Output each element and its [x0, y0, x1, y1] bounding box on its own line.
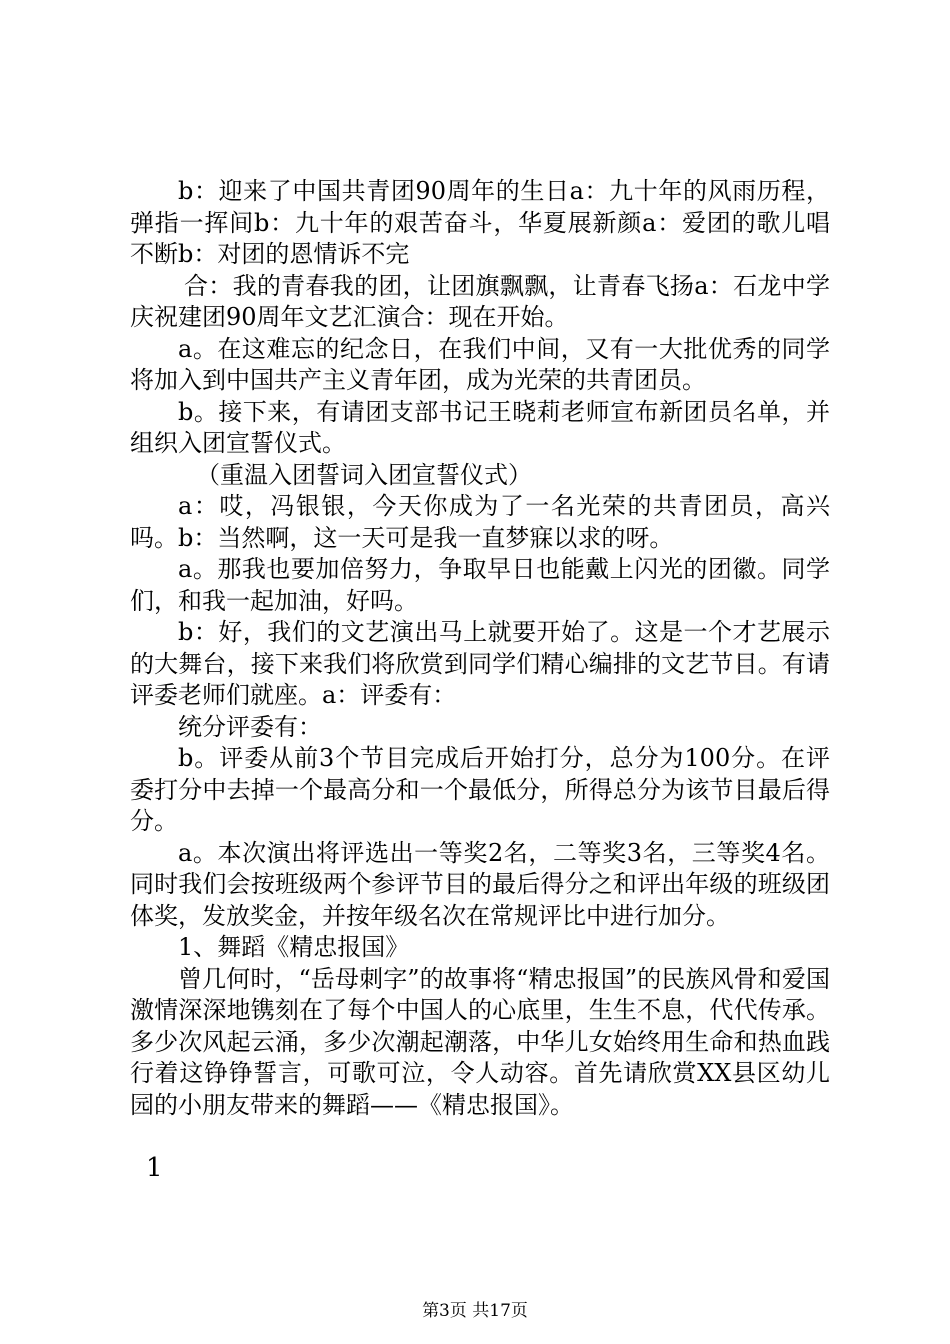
document-body — [130, 176, 830, 1121]
paragraph-dance-intro: 曾几何时，“岳母刺字”的故事将“精忠报国”的民族风骨和爱国激情深深地镌刻在了每个中国人的心底里，生生不息，代代传承。多少次风起云涌，多少次潮起潮落，中华儿女始终用生命和热血践行着这铮铮誓言，可歌可泣，令人动容。首先请欣赏XX县区幼儿园的小朋友带来的舞蹈——《精忠报国》。 — [130, 964, 830, 1119]
paragraph-score-judges: 统分评委有： — [178, 712, 322, 741]
section-heading-dance: 1、舞蹈《精忠报国》 — [178, 933, 410, 961]
paragraph-feng-yinyin: a：哎，冯银银，今天你成为了一名光荣的共青团员，高兴吗。b：当然啊，这一天可是我一直梦寐以求的呀。 — [130, 492, 830, 552]
paragraph-oath-note: （重温入团誓词入团宣誓仪式） — [196, 460, 532, 489]
paragraph-chorus-start: 合：我的青春我的团，让团旗飘飘，让青春飞扬a：石龙中学庆祝建团90周年文艺汇演合：现在开始。 — [130, 271, 830, 331]
paragraph-judges-intro: b：好，我们的文艺演出马上就要开始了。这是一个才艺展示的大舞台，接下来我们将欣赏到同学们精心编排的文艺节目。有请评委老师们就座。a：评委有： — [130, 618, 830, 709]
paragraph-opening-dialogue: b：迎来了中国共青团90周年的生日a：九十年的风雨历程，弹指一挥间b：九十年的艰苦奋斗，华夏展新颜a：爱团的歌儿唱不断b：对团的恩情诉不完 — [130, 177, 830, 268]
paragraph-new-members: a。在这难忘的纪念日，在我们中间，又有一大批优秀的同学将加入到中国共产主义青年团，成为光荣的共青团员。 — [130, 334, 830, 394]
paragraph-awards: a。本次演出将评选出一等奖2名，二等奖3名，三等奖4名。同时我们会按班级两个参评节目的最后得分之和评出年级的班级团体奖，发放奖金，并按年级名次在常规评比中进行加分。 — [130, 838, 830, 930]
paragraph-scoring-rules: b。评委从前3个节目完成后开始打分，总分为100分。在评委打分中去掉一个最高分和一个最低分，所得总分为该节目最后得分。 — [130, 744, 830, 835]
paragraph-oath-ceremony: b。接下来，有请团支部书记王晓莉老师宣布新团员名单，并组织入团宣誓仪式。 — [130, 397, 830, 457]
page-number: 1 — [146, 1153, 163, 1183]
paragraph-effort: a。那我也要加倍努力，争取早日也能戴上闪光的团徽。同学们，和我一起加油，好吗。 — [130, 555, 830, 615]
page-footer: 第3页 共17页 — [422, 1301, 528, 1321]
